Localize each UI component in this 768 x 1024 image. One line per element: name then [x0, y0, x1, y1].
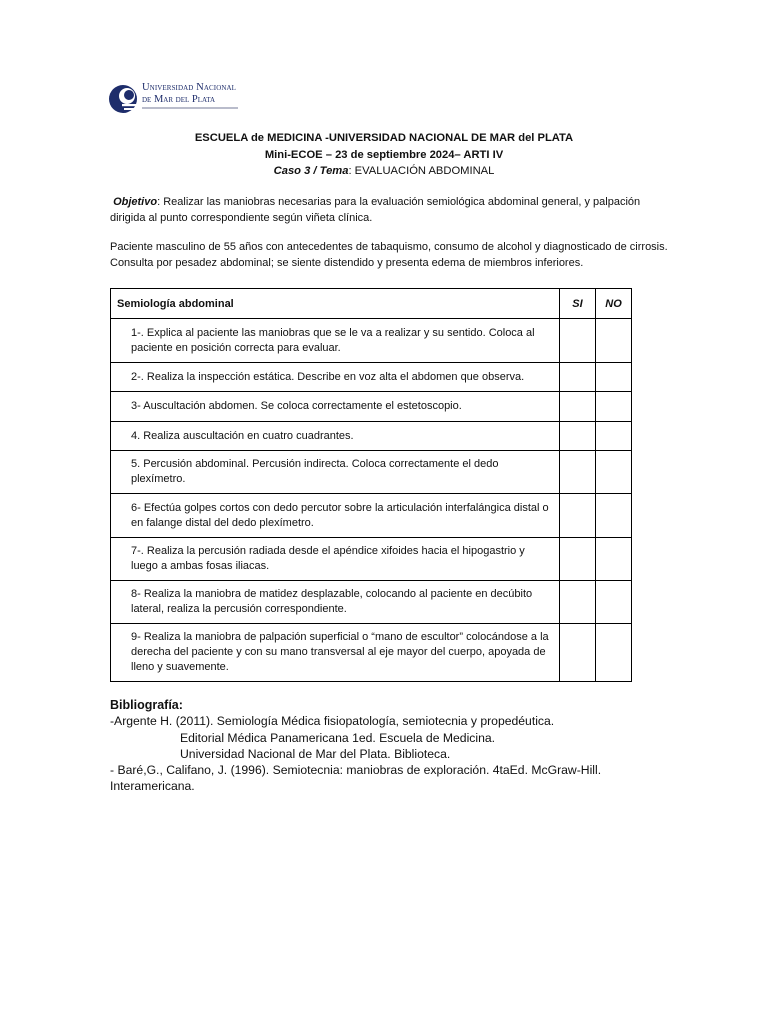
- no-checkbox-cell[interactable]: [596, 422, 632, 451]
- item-text: 1-. Explica al paciente las maniobras que se le va a realizar y su sentido. Coloca al paciente en posición correcta para evaluar.: [111, 319, 560, 363]
- unmdp-logo-icon: [108, 84, 138, 114]
- bibliography-line: Universidad Nacional de Mar del Plata. Biblioteca.: [180, 746, 451, 761]
- header-no: NO: [596, 289, 632, 319]
- item-text: 3- Auscultación abdomen. Se coloca correctamente el estetoscopio.: [111, 392, 560, 422]
- bibliography-line: -Argente H. (2011). Semiología Médica fisiopatología, semiotecnia y propedéutica.: [110, 714, 555, 729]
- exam-title: Mini-ECOE – 23 de septiembre 2024– ARTI IV: [264, 148, 504, 161]
- si-checkbox-cell[interactable]: [560, 581, 596, 624]
- logo-line-2: de Mar del Plata: [142, 93, 216, 105]
- table-row: [111, 538, 632, 581]
- bibliography-line: Interamericana.: [110, 779, 195, 794]
- table-row: [111, 451, 632, 494]
- item-text: 5. Percusión abdominal. Percusión indirecta. Coloca correctamente el dedo plexímetro.: [111, 451, 560, 494]
- bibliography-line: - Baré,G., Califano, J. (1996). Semiotecnia: maniobras de exploración. 4taEd. McGraw-Hill.: [110, 763, 602, 778]
- table-row: [111, 624, 632, 682]
- header-si: SI: [560, 289, 596, 319]
- table-row: [111, 422, 632, 451]
- si-checkbox-cell[interactable]: [560, 538, 596, 581]
- no-checkbox-cell[interactable]: [596, 451, 632, 494]
- header-item: Semiología abdominal: [111, 289, 560, 319]
- evaluation-checklist-table: [110, 288, 632, 682]
- no-checkbox-cell[interactable]: [596, 581, 632, 624]
- no-checkbox-cell[interactable]: [596, 494, 632, 538]
- case-label: Caso 3 / Tema: [273, 165, 349, 177]
- objective-paragraph: [110, 195, 670, 226]
- table-row: [111, 319, 632, 363]
- logo-text: [142, 83, 262, 109]
- document-header: [0, 130, 768, 180]
- logo-line-1: Universidad Nacional: [142, 82, 237, 93]
- table-row: [111, 581, 632, 624]
- si-checkbox-cell[interactable]: [560, 319, 596, 363]
- si-checkbox-cell[interactable]: [560, 494, 596, 538]
- no-checkbox-cell[interactable]: [596, 538, 632, 581]
- item-text: 6- Efectúa golpes cortos con dedo percutor sobre la articulación interfalángica distal o en falange distal del dedo plexímetro.: [111, 494, 560, 538]
- si-checkbox-cell[interactable]: [560, 451, 596, 494]
- objective-text: : Realizar las maniobras necesarias para la evaluación semiológica abdominal general, y palpación dirigida al punto correspondiente según viñeta clínica.: [110, 196, 641, 224]
- school-title: ESCUELA de MEDICINA -UNIVERSIDAD NACIONAL DE MAR del PLATA: [194, 132, 574, 144]
- no-checkbox-cell[interactable]: [596, 392, 632, 422]
- no-checkbox-cell[interactable]: [596, 363, 632, 392]
- item-text: 2-. Realiza la inspección estática. Describe en voz alta el abdomen que observa.: [111, 363, 560, 392]
- item-text: 8- Realiza la maniobra de matidez desplazable, colocando al paciente en decúbito lateral, realiza la percusión correspondiente.: [111, 581, 560, 624]
- bibliography: [110, 697, 670, 795]
- table-row: [111, 363, 632, 392]
- si-checkbox-cell[interactable]: [560, 422, 596, 451]
- si-checkbox-cell[interactable]: [560, 624, 596, 682]
- no-checkbox-cell[interactable]: [596, 624, 632, 682]
- bibliography-line: Editorial Médica Panamericana 1ed. Escuela de Medicina.: [180, 730, 496, 745]
- case-topic-value: : EVALUACIÓN ABDOMINAL: [348, 165, 495, 177]
- item-text: 4. Realiza auscultación en cuatro cuadrantes.: [111, 422, 560, 451]
- university-logo: [108, 82, 258, 116]
- item-text: 9- Realiza la maniobra de palpación superficial o “mano de escultor” colocándose a la derecha del paciente y con su mano transversal al eje mayor del cuerpo, apoyada de lleno y suavemente.: [111, 624, 560, 682]
- item-text: 7-. Realiza la percusión radiada desde el apéndice xifoides hacia el hipogastrio y luego a ambas fosas iliacas.: [111, 538, 560, 581]
- no-checkbox-cell[interactable]: [596, 319, 632, 363]
- si-checkbox-cell[interactable]: [560, 363, 596, 392]
- table-header-row: [111, 289, 632, 319]
- case-description: Paciente masculino de 55 años con antecedentes de tabaquismo, consumo de alcohol y diagnosticado de cirrosis. Consulta por pesadez abdominal; se siente distendido y presenta edema de miembros inferiores.: [110, 241, 668, 269]
- table-row: [111, 392, 632, 422]
- table-row: [111, 494, 632, 538]
- objective-label: Objetivo: [113, 196, 158, 208]
- si-checkbox-cell[interactable]: [560, 392, 596, 422]
- case-topic: [0, 163, 768, 180]
- bibliography-title: Bibliografía:: [110, 698, 183, 712]
- logo-underline: [142, 107, 238, 109]
